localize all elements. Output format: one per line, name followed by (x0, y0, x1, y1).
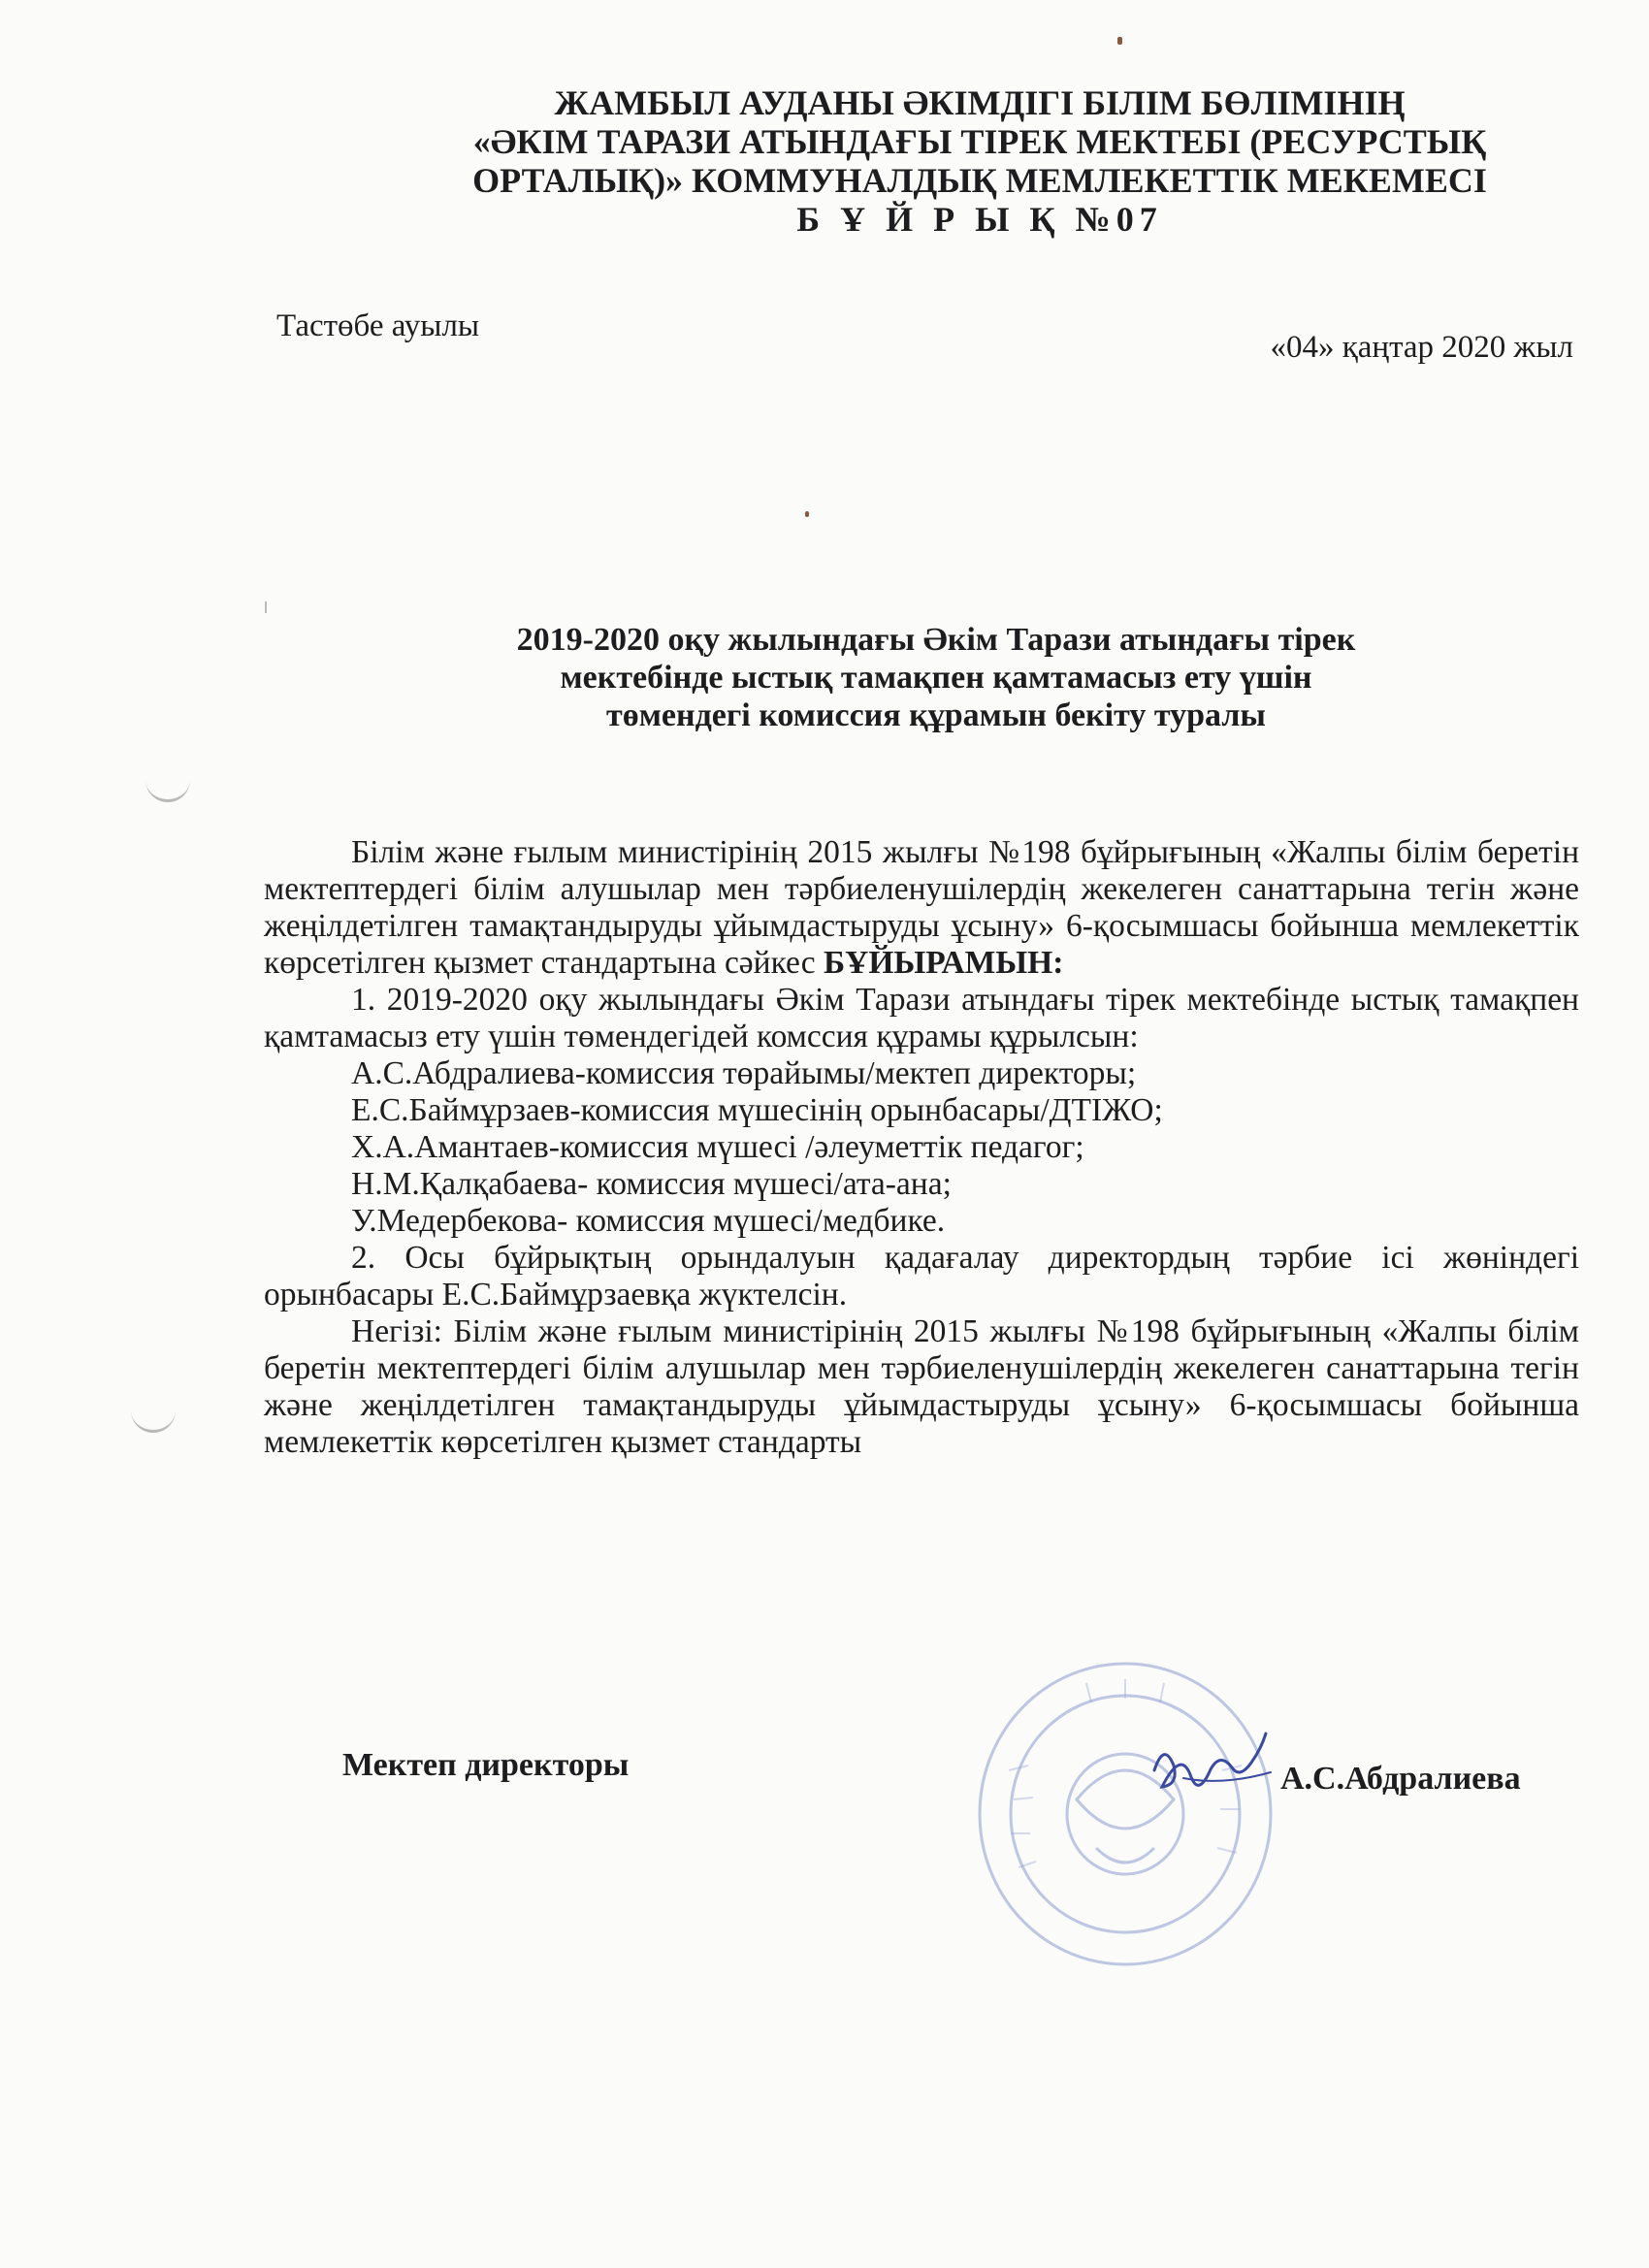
document-body (264, 834, 1579, 1461)
signature-name: А.С.Абдралиева (1280, 1761, 1521, 1797)
title-line-1: 2019-2020 оқу жылындағы Әкім Тарази атындағы тірек (516, 622, 1356, 658)
member-3: Х.А.Амантаев-комиссия мүшесі /әлеуметтік педагог; (351, 1129, 1084, 1165)
point-1: 1. 2019-2020 оқу жылындағы Әкім Тарази атындағы тірек мектебінде ыстық тамақпен қамтамасыз ету үшін төмендегідей комссия құрамы құрылсын: (264, 982, 1579, 1054)
title-line-3: төмендегі комиссия құрамын бекіту туралы (606, 697, 1266, 733)
header-line-3: ОРТАЛЫҚ)» КОММУНАЛДЫҚ МЕМЛЕКЕТТІК МЕКЕМЕСІ (472, 161, 1487, 200)
paper-speck (1117, 37, 1122, 45)
header-line-2: «ӘКІМ ТАРАЗИ АТЫНДАҒЫ ТІРЕК МЕКТЕБІ (РЕСУРСТЫҚ (472, 122, 1487, 161)
basis-paragraph: Негізі: Білім және ғылым министірінің 2015 жылғы №198 бұйрығының «Жалпы білім беретін мектептердегі білім алушылар мен тәрбиеленушілердің жекелеген санаттарына тегін және жеңілдетілген тамақтандыруды ұйымдастыруды ұсыну» 6-қосымшасы бойынша мемлекеттік көрсетілген қызмет стандарты (264, 1313, 1579, 1460)
punch-hole-upper (146, 766, 190, 802)
document-title (388, 621, 1484, 734)
member-4: Н.М.Қалқабаева- комиссия мүшесі/ата-ана; (351, 1166, 952, 1202)
place-name: Тастөбе ауылы (276, 308, 480, 343)
member-5: У.Медербекова- комиссия мүшесі/медбике. (351, 1203, 946, 1239)
order-number: Б Ұ Й Р Ы Қ №07 (796, 200, 1163, 239)
document-header (407, 83, 1552, 239)
paper-mark (265, 601, 267, 613)
member-2: Е.С.Баймұрзаев-комиссия мүшесінің орынбасары/ДТІЖО; (351, 1092, 1163, 1128)
intro-text: Білім және ғылым министірінің 2015 жылғы №198 бұйрығының «Жалпы білім беретін мектептердегі білім алушылар мен тәрбиеленушілердің жекелеген санаттарына тегін және жеңілдетілген тамақтандыруды ұйымдастыруды ұсыну» 6-қосымшасы бойынша мемлекеттік көрсетілген қызмет стандартына сәйкес (264, 834, 1579, 981)
order-word: БҰЙЫРАМЫН: (824, 945, 1064, 981)
signature-mark (1145, 1732, 1290, 1809)
punch-hole-lower (131, 1397, 176, 1433)
point-2: 2. Осы бұйрықтың орындалуын қадағалау директордың тәрбие ісі жөніндегі орынбасары Е.С.Баймұрзаевқа жүктелсін. (264, 1240, 1579, 1312)
title-line-2: мектебінде ыстық тамақпен қамтамасыз ету үшін (560, 660, 1312, 696)
paper-speck (805, 511, 809, 517)
member-1: А.С.Абдралиева-комиссия төрайымы/мектеп директоры; (351, 1055, 1137, 1091)
intro-paragraph (264, 834, 1579, 982)
header-line-1: ЖАМБЫЛ АУДАНЫ ӘКІМДІГІ БІЛІМ БӨЛІМІНІҢ (554, 83, 1406, 122)
order-date: «04» қаңтар 2020 жыл (1270, 330, 1573, 365)
official-stamp (970, 1654, 1280, 1974)
signature-label: Мектеп директоры (342, 1747, 630, 1783)
